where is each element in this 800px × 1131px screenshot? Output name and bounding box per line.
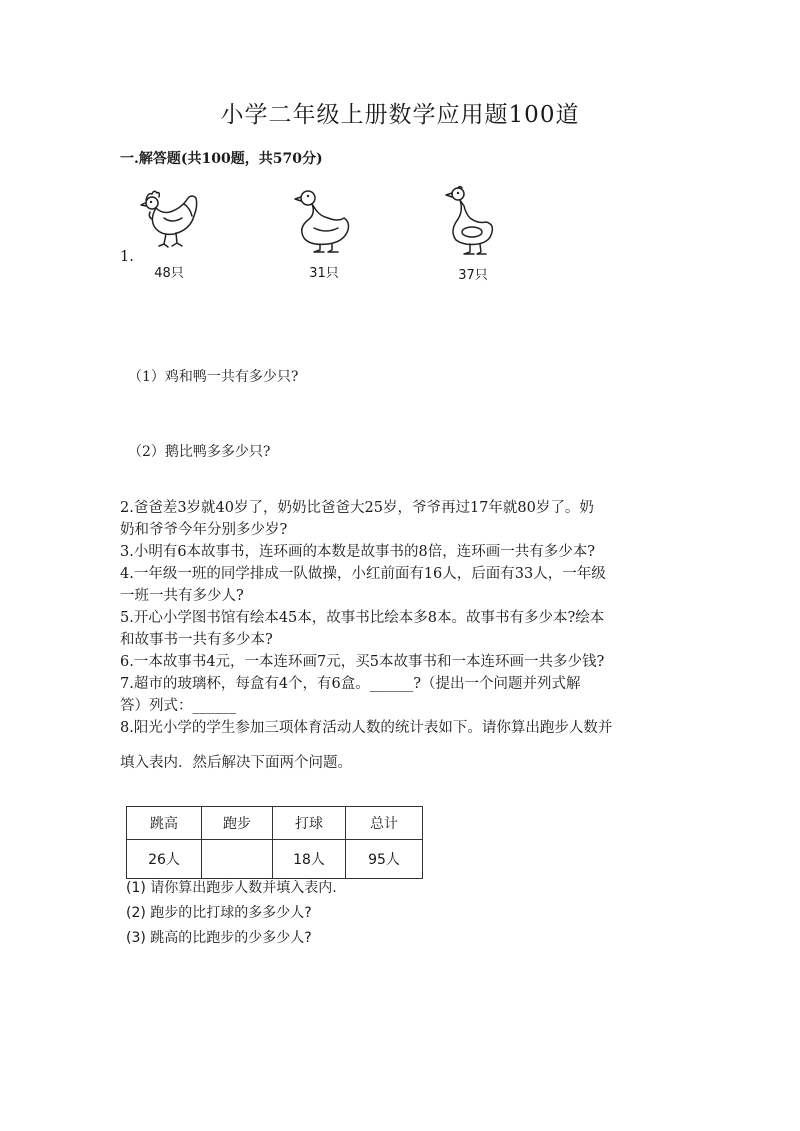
question-4-line-1: 4.一年级一班的同学排成一队做操，小红前面有16人，后面有33人，一年级 — [120, 566, 606, 582]
question-2-line-1: 2.爸爸差3岁就40岁了，奶奶比爸爸大25岁，爷爷再过17年就80岁了。奶 — [120, 500, 594, 516]
question-5-line-1: 5.开心小学图书馆有绘本45本，故事书比绘本多8本。故事书有多少本?绘本 — [120, 610, 605, 626]
question-8-sub-3: (3) 跳高的比跑步的少多少人? — [126, 930, 312, 946]
chicken-count: 48只 — [154, 266, 184, 281]
question-1-sub-2: （2）鹅比鸭多多少只? — [128, 444, 271, 460]
question-3: 3.小明有6本故事书，连环画的本数是故事书的8倍，连环画一共有多少本? — [120, 544, 596, 560]
table-header-cell: 跳高 — [127, 807, 202, 840]
table-row — [127, 840, 423, 879]
question-6: 6.一本故事书4元，一本连环画7元，买5本故事书和一本连环画一共多少钱? — [120, 654, 605, 670]
stats-table — [126, 806, 423, 879]
table-header-cell: 跑步 — [202, 807, 273, 840]
table-cell: 18人 — [273, 840, 346, 879]
table-header-row — [127, 807, 423, 840]
question-2-line-2: 奶和爷爷今年分别多少岁? — [120, 522, 288, 538]
question-5-line-2: 和故事书一共有多少本? — [120, 632, 273, 648]
question-7-line-1: 7.超市的玻璃杯，每盒有4个，有6盒。______?（提出一个问题并列式解 — [120, 676, 581, 692]
table-cell-blank[interactable] — [202, 840, 273, 879]
question-8-sub-2: (2) 跑步的比打球的多多少人? — [126, 905, 312, 921]
duck-image — [294, 186, 354, 256]
section-heading: 一.解答题(共100题，共570分) — [120, 151, 323, 167]
question-8-line-1: 8.阳光小学的学生参加三项体育活动人数的统计表如下。请你算出跑步人数并 — [120, 720, 613, 736]
table-cell: 26人 — [127, 840, 202, 879]
goose-count: 37只 — [458, 268, 488, 283]
duck-count: 31只 — [309, 266, 339, 281]
table-header-cell: 打球 — [273, 807, 346, 840]
question-8-sub-1: (1) 请你算出跑步人数并填入表内. — [126, 880, 337, 896]
goose-image — [444, 184, 496, 260]
question-8-line-2: 填入表内．然后解决下面两个问题。 — [120, 755, 352, 771]
table-header-cell: 总计 — [346, 807, 423, 840]
question-4-line-2: 一班一共有多少人? — [120, 588, 244, 604]
question-1-number: 1. — [120, 249, 134, 265]
question-7-line-2: 答）列式：______ — [120, 698, 236, 714]
chicken-image — [136, 186, 202, 252]
table-cell: 95人 — [346, 840, 423, 879]
page-title: 小学二年级上册数学应用题100道 — [220, 102, 580, 128]
question-1-sub-1: （1）鸡和鸭一共有多少只? — [128, 369, 299, 385]
